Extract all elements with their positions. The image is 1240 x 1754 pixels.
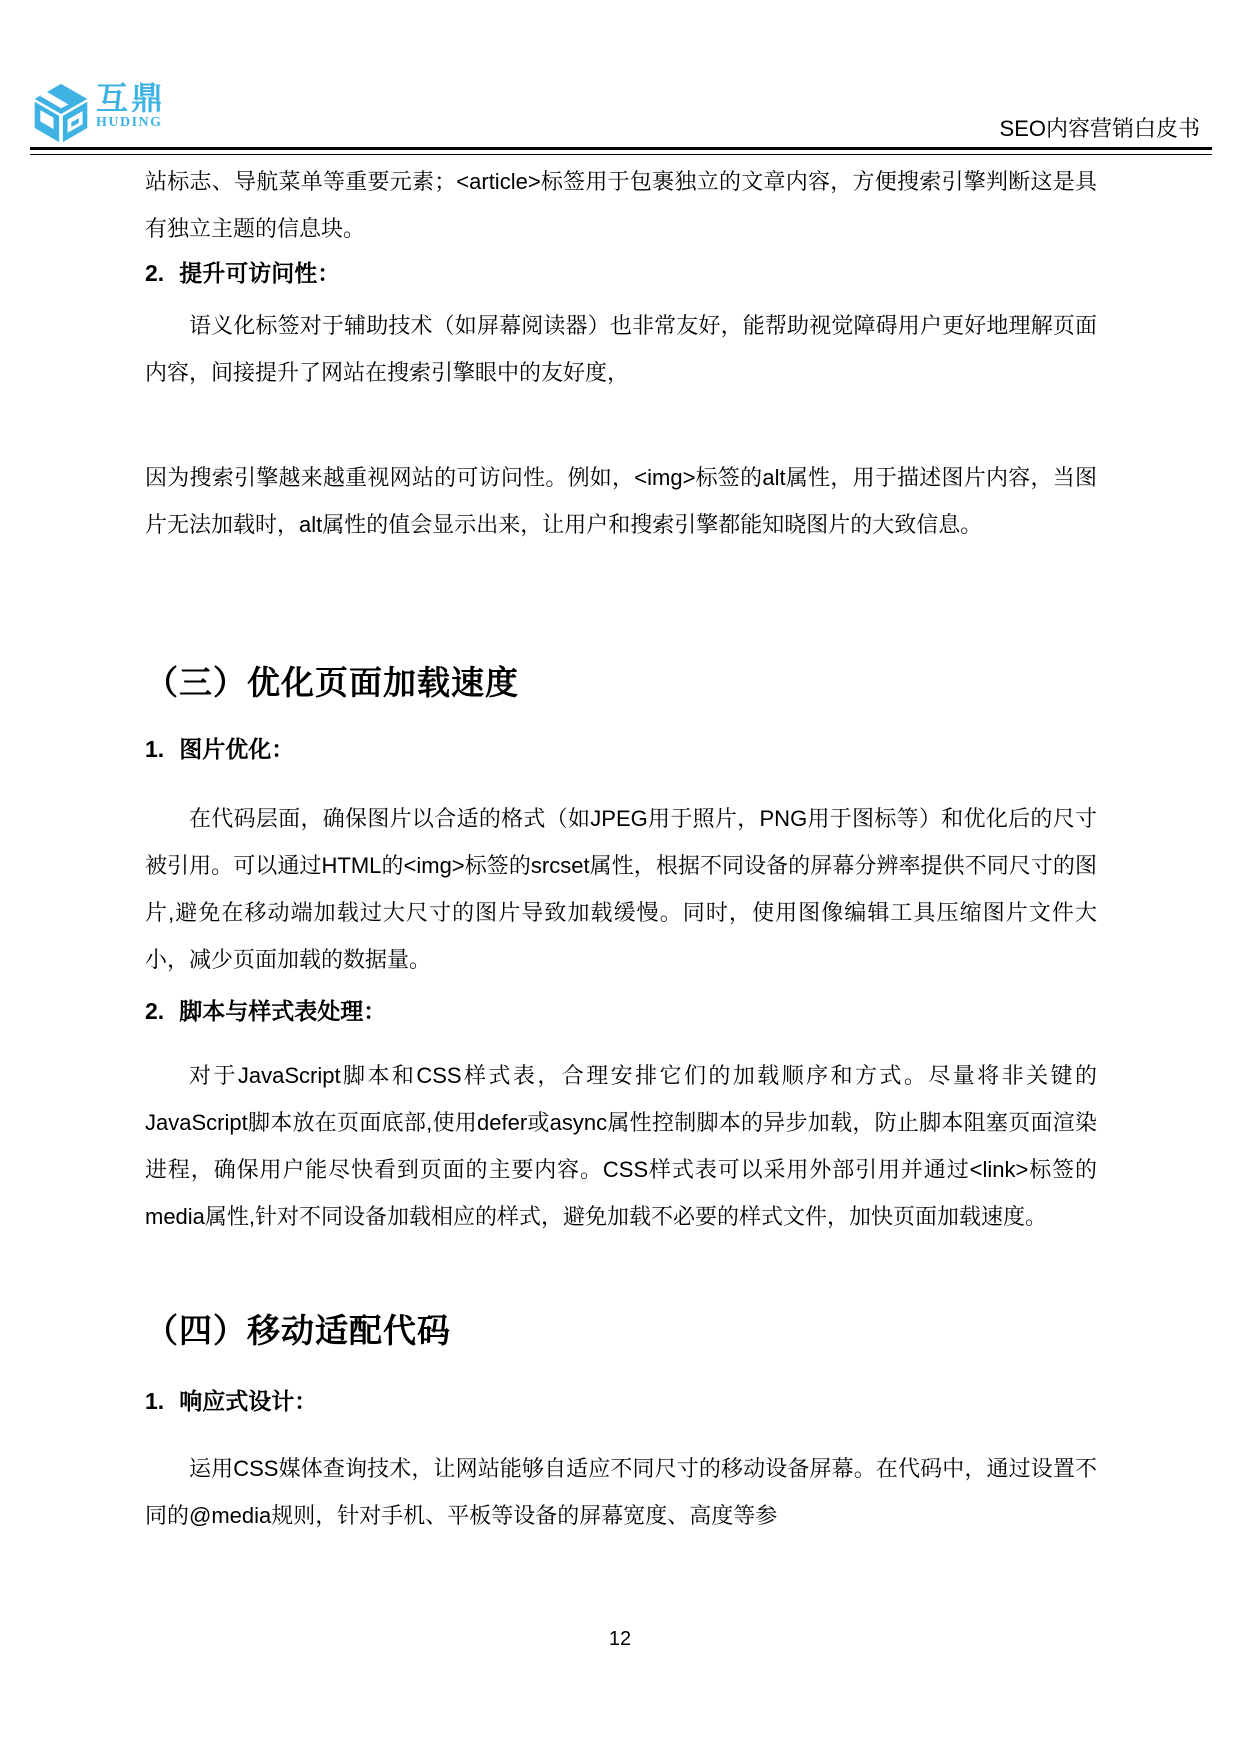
paragraph: 因为搜索引擎越来越重视网站的可访问性。例如，<img>标签的alt属性，用于描述图片内容，当图片无法加载时，alt属性的值会显示出来，让用户和搜索引擎都能知晓图片的大致信息。 bbox=[145, 465, 1097, 537]
list-label: 响应式设计： bbox=[179, 1388, 318, 1414]
page-footer bbox=[0, 1628, 1240, 1651]
list-label: 脚本与样式表处理： bbox=[179, 998, 387, 1024]
page-number: 12 bbox=[608, 1628, 632, 1650]
list-label: 图片优化： bbox=[179, 736, 295, 762]
page-header bbox=[30, 0, 1212, 150]
document-content bbox=[145, 152, 1097, 1539]
list-heading bbox=[145, 730, 1097, 768]
logo-cn-text: 互鼎 bbox=[96, 80, 167, 116]
list-heading bbox=[145, 254, 1097, 292]
list-number: 2. bbox=[145, 998, 165, 1024]
list-heading bbox=[145, 1382, 1097, 1420]
logo-en-text: HUDING bbox=[96, 115, 163, 130]
paragraph: 对于JavaScript脚本和CSS样式表，合理安排它们的加载顺序和方式。尽量将非关键的JavaScript脚本放在页面底部,使用defer或async属性控制脚本的异步加载，防止脚本阻塞页面渲染进程，确保用户能尽快看到页面的主要内容。CSS样式表可以采用外部引用并通过<link>标签的media属性,针对不同设备加载相应的样式，避免加载不必要的样式文件，加快页面加载速度。 bbox=[145, 1063, 1097, 1229]
section-heading: （三）优化页面加载速度 bbox=[145, 664, 519, 701]
paragraph: 运用CSS媒体查询技术，让网站能够自适应不同尺寸的移动设备屏幕。在代码中，通过设置不同的@media规则，针对手机、平板等设备的屏幕宽度、高度等参 bbox=[145, 1456, 1097, 1528]
list-number: 1. bbox=[145, 736, 165, 762]
list-number: 1. bbox=[145, 1388, 165, 1414]
paragraph: 语义化标签对于辅助技术（如屏幕阅读器）也非常友好，能帮助视觉障碍用户更好地理解页面内容，间接提升了网站在搜索引擎眼中的友好度， bbox=[145, 313, 1097, 385]
paragraph: 站标志、导航菜单等重要元素；<article>标签用于包裹独立的文章内容，方便搜索引擎判断这是具有独立主题的信息块。 bbox=[145, 169, 1097, 241]
logo-wordmark bbox=[96, 82, 166, 130]
list-label: 提升可访问性： bbox=[179, 260, 341, 286]
section-heading: （四）移动适配代码 bbox=[145, 1312, 451, 1349]
list-number: 2. bbox=[145, 260, 165, 286]
huding-logo bbox=[32, 82, 166, 144]
header-title: SEO内容营销白皮书 bbox=[999, 116, 1200, 141]
list-heading bbox=[145, 992, 1097, 1030]
paragraph: 在代码层面，确保图片以合适的格式（如JPEG用于照片，PNG用于图标等）和优化后的尺寸被引用。可以通过HTML的<img>标签的srcset属性，根据不同设备的屏幕分辨率提供不同尺寸的图片,避免在移动端加载过大尺寸的图片导致加载缓慢。同时，使用图像编辑工具压缩图片文件大小，减少页面加载的数据量。 bbox=[145, 806, 1097, 972]
cube-logo-icon bbox=[32, 82, 90, 144]
